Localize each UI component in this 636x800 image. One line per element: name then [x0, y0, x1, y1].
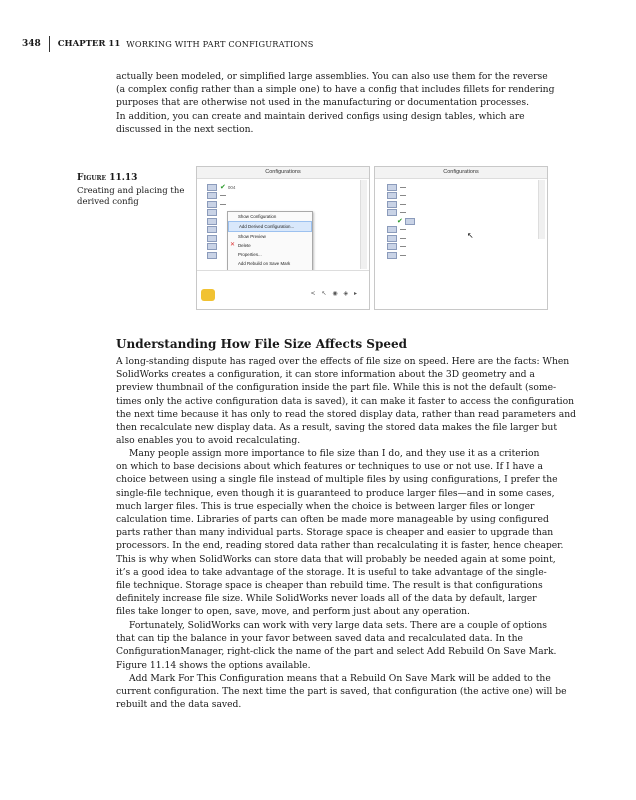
menu-item-show-preview[interactable]: Show Preview: [238, 234, 266, 239]
body-paragraph-1: [116, 355, 578, 447]
tree-dash: [400, 195, 406, 196]
graphics-area: [197, 270, 369, 309]
scrollbar: [360, 180, 367, 269]
panel-title: Configurations: [375, 167, 547, 179]
tree-dash: [400, 255, 406, 256]
config-icon: [207, 192, 217, 199]
tree-node: [207, 183, 235, 192]
text-line: current configuration. The next time the part is saved, that configuration (the active one) will be: [116, 686, 567, 698]
text-line: rebuilt and the data saved.: [116, 699, 242, 711]
tree-dash: [400, 229, 406, 230]
menu-item-delete[interactable]: [228, 241, 312, 250]
config-icon: [387, 243, 397, 250]
text-line: discussed in the next section.: [116, 123, 254, 135]
config-icon: [207, 226, 217, 233]
active-config-label: 004: [227, 184, 236, 190]
config-icon: [387, 226, 397, 233]
menu-item-label: Delete: [238, 243, 251, 248]
config-icon: [207, 201, 217, 208]
intro-paragraph: [116, 70, 578, 136]
mouse-cursor-icon: ↖: [467, 231, 474, 240]
text-line: much larger files. This is true especially when the choice is between larger files or longer: [116, 500, 535, 512]
config-icon: [207, 243, 217, 250]
panel-title: Configurations: [197, 167, 369, 179]
text-line: parts rather than many individual parts. Storage space is cheaper and easier to upgrade than: [116, 527, 554, 539]
check-icon: ✔: [220, 184, 226, 192]
menu-item-properties[interactable]: Properties...: [238, 252, 262, 257]
text-line: In addition, you can create and maintain derived configs using design tables, which are: [116, 110, 525, 122]
tree-node: [387, 226, 418, 235]
text-line: Add Mark For This Configuration means that a Rebuild On Save Mark will be added to the: [129, 673, 551, 684]
config-icon: [387, 184, 397, 191]
menu-item-add-derived-configuration[interactable]: Add Derived Configuration...: [228, 221, 312, 232]
text-line: times only the active configuration data is saved), it can make it faster to access the configuration: [116, 395, 575, 407]
chapter-title: WORKING WITH PART CONFIGURATIONS: [126, 39, 314, 49]
config-icon: [387, 252, 397, 259]
menu-item-add-rebuild-on-save-mark[interactable]: Add Rebuild on Save Mark: [238, 261, 291, 266]
text-line: files take longer to open, save, move, and perform just about any operation.: [116, 606, 470, 618]
text-line: purposes that are otherwise not used in the manufacturing or documentation processes.: [116, 97, 529, 109]
section-heading: Understanding How File Size Affects Speed: [116, 337, 408, 351]
text-line: ConfigurationManager, right-click the name of the part and select Add Rebuild On Save Mark.: [116, 646, 557, 658]
tree-node: [207, 200, 235, 209]
config-icon: [207, 252, 217, 259]
text-line: (a complex config rather than a simple one) to have a config that includes fillets for rendering: [116, 84, 555, 96]
running-header: [22, 36, 314, 52]
tree-dash: [400, 238, 406, 239]
tree-node: [387, 183, 418, 192]
tree-node: [387, 217, 418, 226]
config-icon: [207, 184, 217, 191]
tree-node: [207, 192, 235, 201]
config-icon: [387, 192, 397, 199]
check-icon: ✔: [397, 218, 403, 226]
text-line: file technique. Storage space is cheaper than rebuild time. The result is that configurations: [116, 580, 543, 592]
tree-dash: [220, 195, 226, 196]
tree-node: [387, 200, 418, 209]
config-icon: [207, 218, 217, 225]
text-line: Figure 11.14 shows the options available.: [116, 659, 311, 671]
text-line: calculation time. Libraries of parts can often be made more manageable by using configured: [116, 514, 549, 526]
tree-dash: [400, 212, 406, 213]
body-paragraph-3: [116, 619, 578, 672]
text-line: actually been modeled, or simplified large assemblies. You can also use them for the reverse: [116, 71, 548, 82]
text-line: choice between using a single file instead of multiple files by using configurations, I prefer the: [116, 474, 558, 486]
text-line: that can tip the balance in your favor between saved data and recalculated data. In the: [116, 633, 523, 645]
tree-dash: [220, 204, 226, 205]
text-line: Many people assign more importance to file size than I do, and they use it as a criterion: [129, 448, 540, 459]
tree-node: [387, 234, 418, 243]
text-line: also enables you to avoid recalculating.: [116, 435, 301, 447]
text-line: the next time because it has only to read the stored display data, rather than read parameters and: [116, 408, 576, 420]
config-icon: [207, 235, 217, 242]
text-line: on which to base decisions about which features or techniques to use or not use. If I have a: [116, 461, 543, 473]
text-line: A long-standing dispute has raged over the effects of file size on speed. Here are the facts: When: [116, 356, 570, 367]
body-paragraph-2: [116, 447, 578, 619]
text-line: it’s a good idea to take advantage of the storage. It is useful to take advantage of the single-: [116, 566, 547, 578]
view-toolbar-icons: < ↖ ◉ ◈ ▸: [310, 290, 359, 297]
config-icon: [207, 209, 217, 216]
config-tree: [387, 183, 418, 260]
tree-node: [387, 192, 418, 201]
text-line: Fortunately, SolidWorks can work with very large data sets. There are a couple of options: [129, 620, 547, 631]
configuration-manager-screenshot-left: [196, 166, 370, 310]
text-line: definitely increase file size. While SolidWorks never loads all of the data by default, larger: [116, 593, 537, 605]
chapter-label: CHAPTER 11: [57, 39, 121, 49]
text-line: preview thumbnail of the configuration inside the part file. While this is not the default (some-: [116, 382, 557, 394]
configuration-manager-screenshot-right: [374, 166, 548, 310]
part-icon: [201, 289, 215, 301]
page-number: 348: [22, 39, 41, 49]
tree-dash: [400, 187, 406, 188]
text-line: single-file technique, even though it is guaranteed to produce larger files—and in some cases,: [116, 487, 555, 499]
caption-line: derived config: [77, 197, 139, 207]
figure-number: Figure 11.13: [77, 173, 138, 183]
tree-node: [387, 243, 418, 252]
text-line: SolidWorks creates a configuration, it can store information about the 3D geometry and a: [116, 369, 535, 381]
scrollbar: [538, 180, 545, 239]
tree-dash: [400, 246, 406, 247]
delete-icon: ✕: [230, 242, 236, 248]
text-line: processors. In the end, reading stored data rather than recalculating it is faster, hence cheaper.: [116, 540, 564, 552]
body-paragraph-4: [116, 672, 578, 712]
menu-item-show-configuration[interactable]: Show Configuration: [238, 214, 277, 219]
config-icon: [387, 235, 397, 242]
config-icon: [405, 218, 415, 225]
tree-node: [387, 251, 418, 260]
caption-line: Creating and placing the: [77, 186, 185, 196]
tree-dash: [400, 204, 406, 205]
figure-caption: [77, 173, 187, 208]
text-line: then recalculate new display data. As a result, saving the stored data makes the file larger but: [116, 422, 558, 434]
header-divider: [49, 36, 50, 52]
config-icon: [387, 201, 397, 208]
tree-node: [387, 209, 418, 218]
config-icon: [387, 209, 397, 216]
text-line: This is why when SolidWorks can store data that will probably be needed again at some point,: [116, 553, 556, 565]
